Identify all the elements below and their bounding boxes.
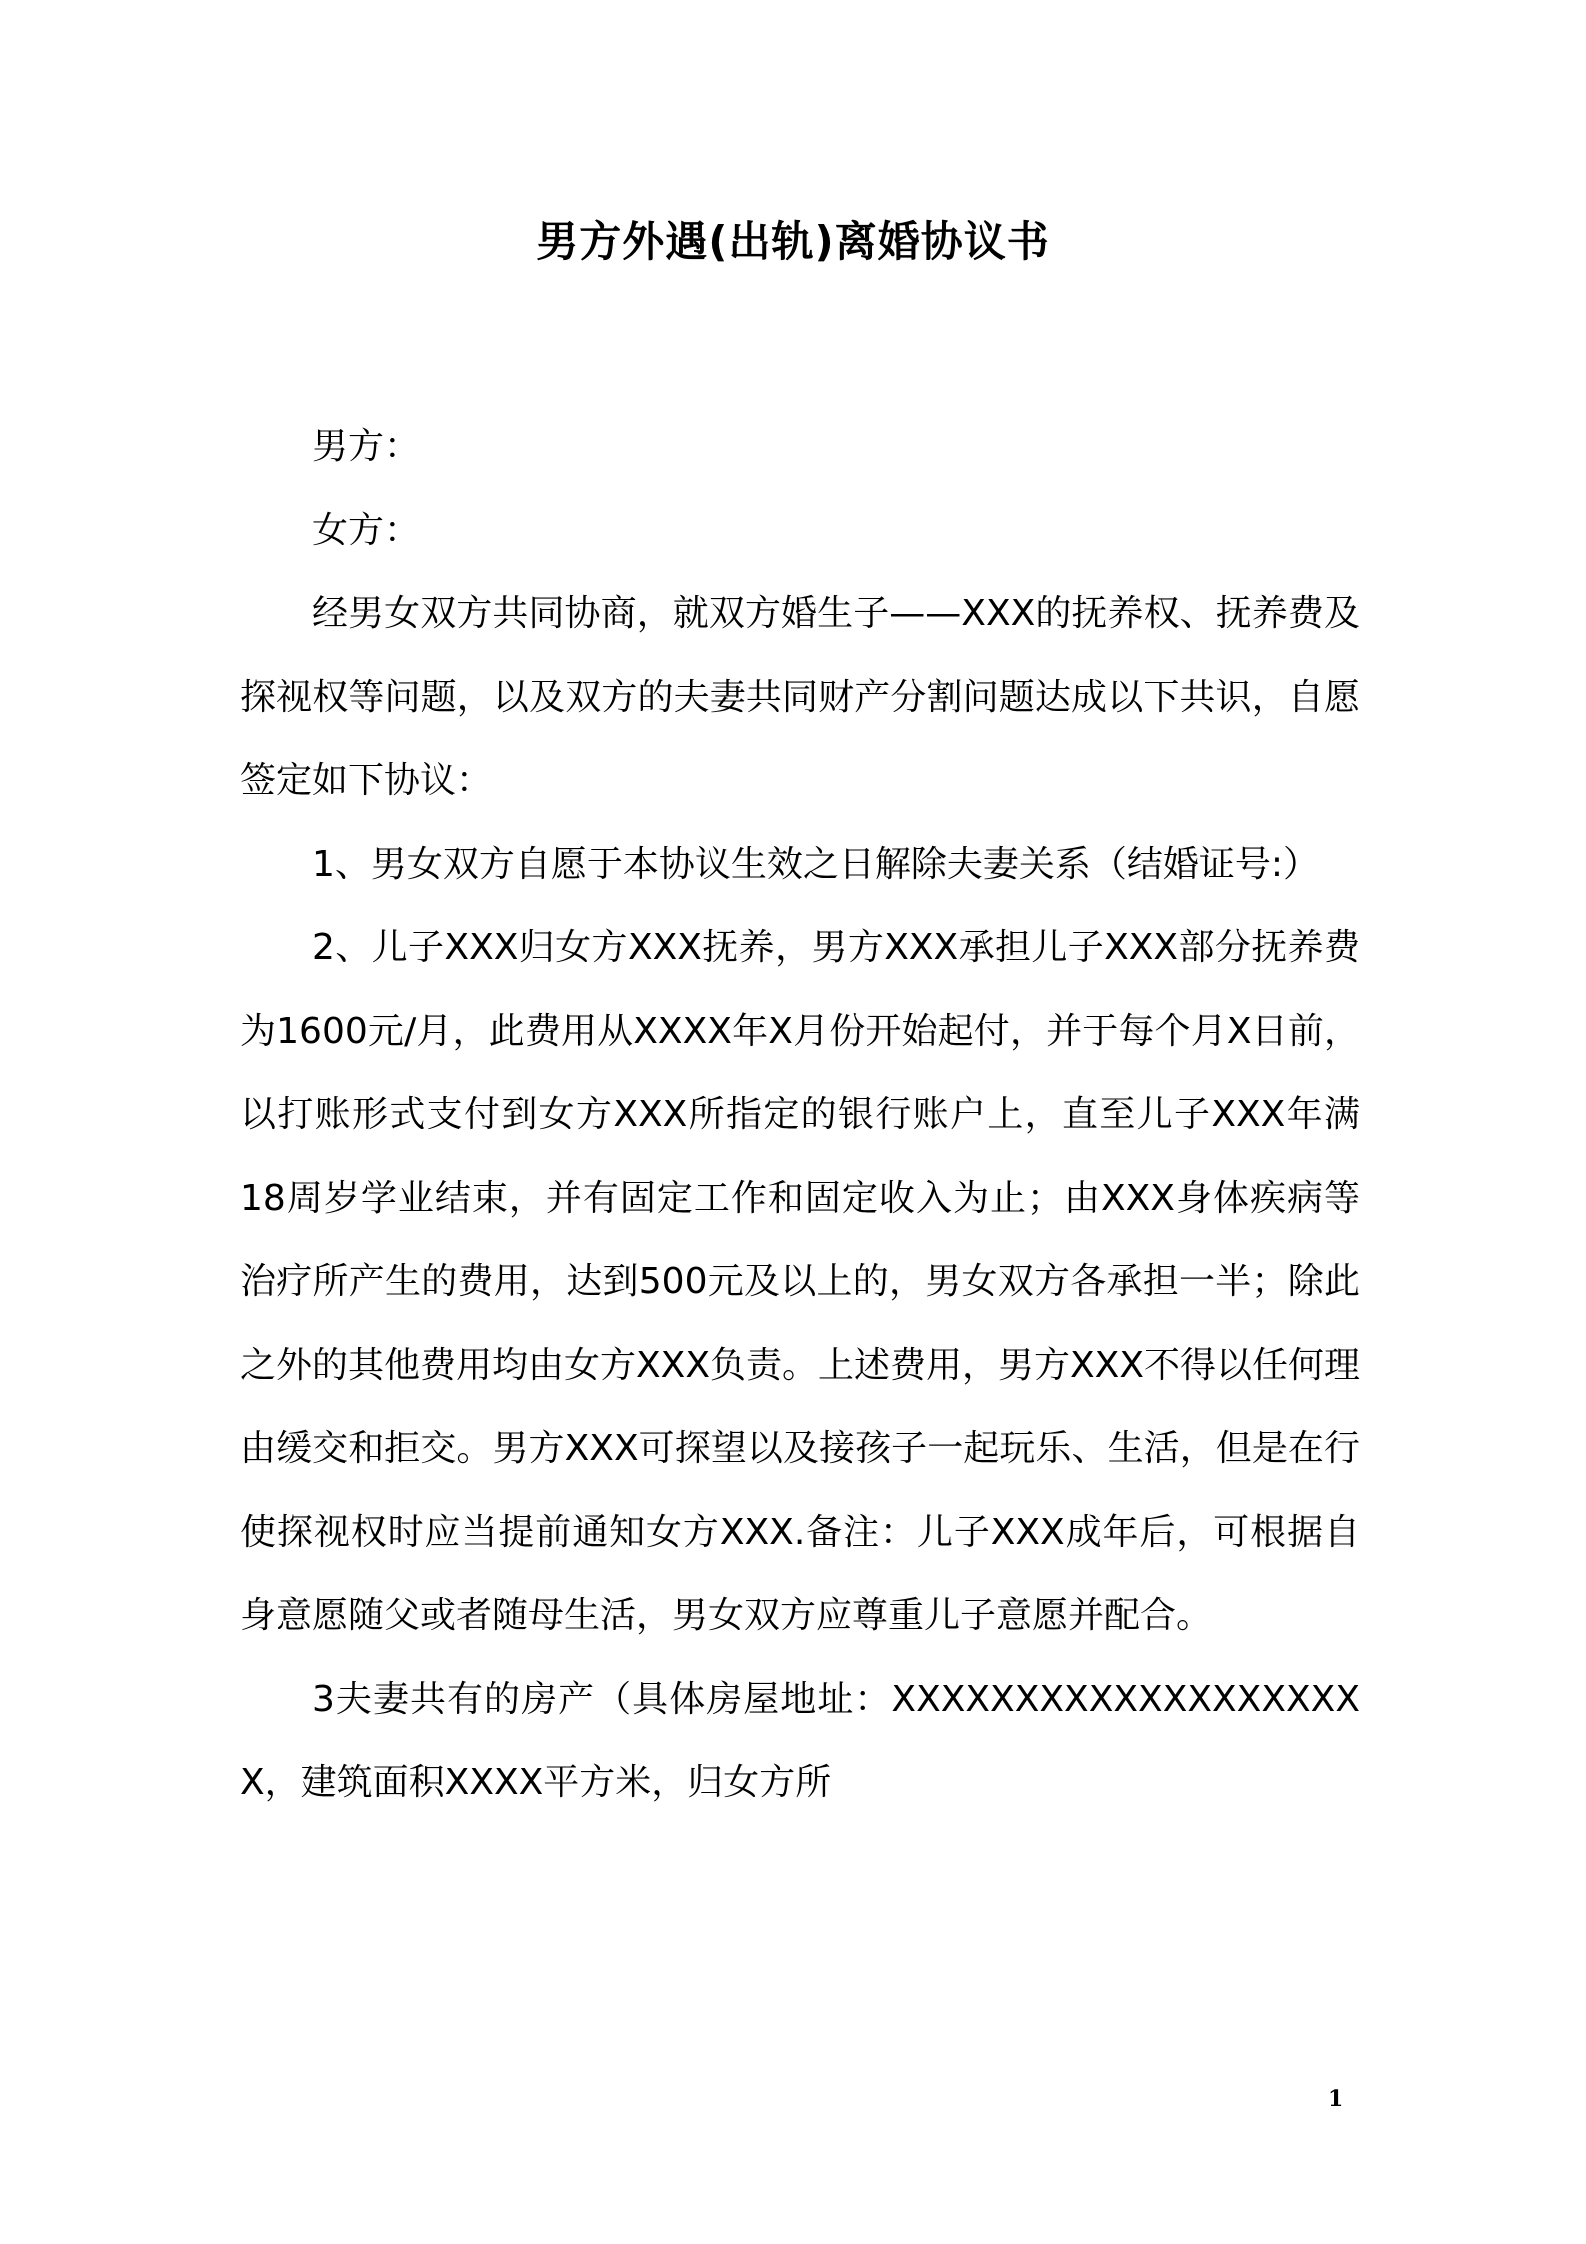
clause-2-paragraph: 2、儿子XXX归女方XXX抚养，男方XXX承担儿子XXX部分抚养费为1600元/月，此费用从XXXX年X月份开始起付，并于每个月X日前，以打账形式支付到女方XXX所指定的银行账户上，直至儿子XXX年满18周岁学业结束，并有固定工作和固定收入为止；由XXX身体疾病等治疗所产生的费用，达到500元及以上的，男女双方各承担一半；除此之外的其他费用均由女方XXX负责。上述费用，男方XXX不得以任何理由缓交和拒交。男方XXX可探望以及接孩子一起玩乐、生活，但是在行使探视权时应当提前通知女方XXX.备注：儿子XXX成年后，可根据自身意愿随父或者随母生活，男女双方应尊重儿子意愿并配合。 [240,927,1360,1636]
page-number: 1 [1328,2086,1344,2112]
document-title: 男方外遇(出轨)离婚协议书 [536,217,1050,266]
clause-3-paragraph: 3夫妻共有的房产（具体房屋地址：XXXXXXXXXXXXXXXXXXXX，建筑面积XXXX平方米，归女方所 [240,1678,1360,1803]
clause-1-paragraph: 1、男女双方自愿于本协议生效之日解除夫妻关系（结婚证号:） [312,843,1320,885]
document-body [240,405,1360,1825]
preamble-paragraph: 经男女双方共同协商，就双方婚生子——XXX的抚养权、抚养费及探视权等问题，以及双方的夫妻共同财产分割问题达成以下共识，自愿签定如下协议： [240,593,1360,801]
husband-label: 男方： [312,426,421,467]
wife-label: 女方： [312,509,421,551]
